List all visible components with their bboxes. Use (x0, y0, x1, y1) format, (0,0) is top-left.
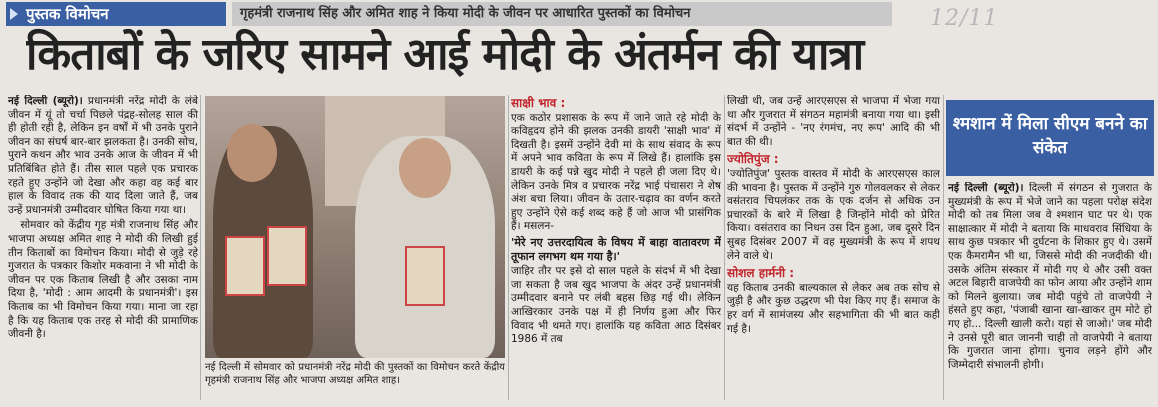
paragraph-text: जाहिर तौर पर इसे दो साल पहले के संदर्भ में भी देखा जा सकता है जब खुद भाजपा के अंदर उन्हें प्रधानमंत्री उम्मीदवार बनाने पर लंबी बहस छिड़ गई थी। लेकिन आखिरकार उनके पक्ष में ही निर्णय हुआ और फिर विवाद भी थमते गए। हालांकि यह कविता आठ दिसंबर 1986 में तब (511, 265, 721, 346)
column-divider (724, 95, 725, 400)
column-divider (200, 95, 201, 400)
chevron-icon (10, 8, 18, 20)
paragraph-text: दिल्ली में संगठन से गुजरात के मुख्यमंत्री के रूप में भेजे जाने का पहला परोक्ष संदेश मोदी को तब मिला जब वे श्मशान घाट पर थे। एक साक्षात्कार में मोदी ने बताया कि माधवराव सिंधिया के साथ कुछ पत्रकार भी दुर्घटना के शिकार हुए थे। उसमें एक कैमरामैन भी था, जिससे मोदी की नजदीकी थी। उसके अंतिम संस्कार में मोदी गए थे और उसी वक्त अटल बिहारी वाजपेयी का फोन आया और उन्होंने शाम को मिलने बुलाया। जब मोदी पहुंचे तो वाजपेयी ने हंसते हुए कहा, 'पंजाबी खाना खा-खाकर तुम मोटे हो गए हो... दिल्ली खाली करो। यहां से जाओ।' जब मोदी ने उनसे पूरी बात जाननी चाही तो वाजपेयी ने बताया कि गुजरात जाना होगा। चुनाव लड़ने होंगे और जिम्मेदारी संभालनी होगी। (948, 182, 1152, 371)
article-column-4 (727, 95, 940, 400)
handwritten-date-note: 12/11 (930, 6, 999, 31)
paragraph-text: 'ज्योतिपुंज' पुस्तक वास्तव में मोदी के आरएसएस काल की भावना है। पुस्तक में उन्होंने गुरु गोलवलकर से लेकर वसंतराव चिपलंकर तक के एक दर्जन से अधिक उन प्रचारकों के बारे में लिखा है जिन्होंने मोदी को प्रेरित किया। वसंतराव का निधन उस दिन हुआ, जब दूसरे दिन सुबह दिसंबर 2007 में वह मुख्यमंत्री के रूप में शपथ लेने वाले थे। (727, 167, 940, 262)
paragraph-text: यह किताब उनकी बाल्यकाल से लेकर अब तक सोच से जुड़ी है और कुछ उद्धरण भी पेश किए गए हैं। समाज के हर वर्ग में सामंजस्य और सहभागिता की भी बात कही गई है। (727, 281, 940, 335)
kicker-label: पुस्तक विमोचन (26, 5, 109, 23)
paragraph-text: एक कठोर प्रशासक के रूप में जाने जाते रहे मोदी के कविहृदय होने की झलक उनकी डायरी 'साक्षी भाव' में दिखती है। इसमें उन्होंने देवी मां के साथ संवाद के रूप में अपने भाव कविता के रूप में लिखे हैं। हालांकि इस डायरी के कई पन्ने खुद मोदी ने पहले ही जला दिए थे। लेकिन उनके मित्र व प्रचारक नरेंद्र भाई पंचासरा ने शेष अंश बचा लिया। जीवन के उतार-चढ़ाव का वर्णन करते हुए उन्होंने ऐसे कई शब्द कहे हैं जो आज भी प्रासंगिक हैं। मसलन- (511, 111, 721, 233)
main-headline: किताबों के जरिए सामने आई मोदी के अंतर्मन की यात्रा (26, 29, 864, 80)
subheadline: गृहमंत्री राजनाथ सिंह और अमित शाह ने किया मोदी के जीवन पर आधारित पुस्तकों का विमोचन (232, 2, 892, 26)
dateline: नई दिल्ली (ब्यूरो)। (8, 95, 83, 107)
section-kicker (6, 2, 226, 26)
subhead-sakshi-bhav: साक्षी भाव : (511, 96, 566, 110)
article-column-3 (511, 95, 721, 400)
paragraph-1 (8, 95, 198, 217)
book-cover (225, 236, 265, 296)
sidebar-story-headline: श्मशान में मिला सीएम बनने का संकेत (946, 100, 1154, 176)
photo-caption: नई दिल्ली में सोमवार को प्रधानमंत्री नरेंद्र मोदी की पुस्तकों का विमोचन करते केंद्रीय गृहमंत्री राजनाथ सिंह और भाजपा अध्यक्ष अमित शाह। (205, 362, 505, 386)
paragraph-text: लिखी थी, जब उन्हें आरएसएस से भाजपा में भेजा गया था और गुजरात में संगठन महामंत्री बनाया गया था। इसी संदर्भ में उन्होंने - 'नए रंगमंच, नए रूप' आदि की भी बात की थी। (727, 95, 940, 148)
paragraph-2 (8, 219, 198, 341)
column-divider (943, 95, 944, 400)
article-column-1 (8, 95, 198, 400)
subhead-jyotipunj: ज्योतिपुंज : (727, 152, 779, 167)
paragraph-1 (948, 182, 1152, 372)
paragraph-text: प्रधानमंत्री नरेंद्र मोदी के लंबे जीवन में यूं तो चर्चा पिछले पंद्रह-सोलह साल की ही होती रही है, लेकिन इन वर्षों में भी उनके पुराने जीवन का संघर्ष बार-बार झलकता है। उनकी सोच, पुराने कथन और भाव उनके आज के जीवन में भी प्रतिबिंबित होते हैं। तीस साल पहले एक प्रचारक रहते हुए उन्होंने जो देखा और कहा वह कई बार हाल के विवाद तक की याद दिला जाते हैं, जब उन्हें प्रधानमंत्री उम्मीदवार घोषित किया गया था। (8, 95, 198, 216)
person-right-head (399, 138, 451, 198)
sidebar-story-body (948, 182, 1152, 402)
book-cover (267, 226, 307, 286)
pull-quote: 'मेरे नए उत्तरदायित्व के विषय में बाहा वातावरण में तूफान लगभग थम गया है।' (511, 235, 721, 263)
paragraph-text: सोमवार को केंद्रीय गृह मंत्री राजनाथ सिंह और भाजपा अध्यक्ष अमित शाह ने मोदी की लिखी हुई तीन किताबों का विमोचन किया। मोदी से जुड़े रहे गुजरात के पत्रकार किशोर मकवाना ने भी मोदी के जीवन पर एक किताब लिखी है और उसका नाम दिया है, 'मोदी : आम आदमी के प्रधानमंत्री'। इस किताब का भी विमोचन किया गया। माना जा रहा है कि यह किताब एक तरह से मोदी की प्रामाणिक जीवनी है। (8, 219, 198, 341)
person-left-head (227, 124, 277, 182)
subhead-social-harmony: सोशल हार्मनी : (727, 266, 795, 281)
dateline: नई दिल्ली (ब्यूरो)। (948, 182, 1024, 194)
column-divider (508, 95, 509, 400)
book-cover (405, 246, 445, 306)
news-photo (205, 96, 505, 358)
